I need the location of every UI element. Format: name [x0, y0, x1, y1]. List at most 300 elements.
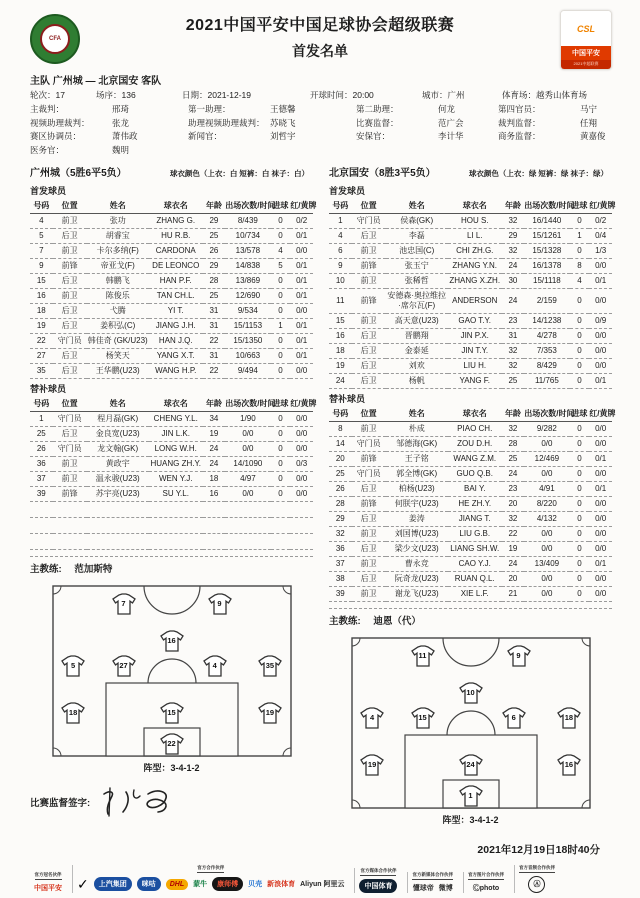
player-cell: 25	[203, 228, 226, 243]
player-cell: 32	[502, 421, 525, 436]
mengniu-logo: 蒙牛	[193, 881, 208, 889]
page-subtitle: 首发名单	[292, 43, 348, 59]
player-cell: 前卫	[352, 273, 386, 288]
info-field	[188, 105, 356, 115]
player-cell: 14/838	[225, 258, 270, 273]
player-cell: 15	[30, 273, 53, 288]
shirt-number: 9	[217, 599, 222, 609]
table-header-row	[30, 396, 313, 412]
sina-sports-logo: 新浪体育	[267, 881, 296, 889]
info-row	[30, 91, 612, 101]
player-cell: HUANG ZH.Y.	[149, 456, 203, 471]
title-block	[80, 8, 560, 61]
player-cell: YANG F.	[448, 373, 502, 388]
away-shirts-layer	[351, 637, 591, 809]
column-header: 球衣名	[448, 406, 502, 422]
info-label: 城市：	[422, 90, 448, 100]
info-value: 何龙	[438, 103, 456, 114]
player-cell: 15/1261	[524, 228, 569, 243]
player-cell: 杨帆	[386, 373, 448, 388]
player-row	[329, 511, 612, 526]
player-cell: 20	[502, 496, 525, 511]
player-cell: 前卫	[53, 213, 87, 228]
shirt-number: 24	[466, 759, 475, 769]
player-cell: 后卫	[352, 571, 386, 586]
player-cell: GAO T.Y.	[448, 313, 502, 328]
player-cell: ZHANG Y.N.	[448, 258, 502, 273]
home-formation-label: 阵型：3-4-1-2	[143, 762, 200, 773]
player-cell: 22	[30, 333, 53, 348]
player-shirt-icon	[502, 707, 526, 731]
player-cell: 侯森(GK)	[386, 213, 448, 228]
player-cell: 0	[570, 343, 590, 358]
away-starters-table	[329, 198, 616, 389]
player-cell: 杨笑天	[87, 348, 149, 363]
player-cell: 28	[502, 436, 525, 451]
player-cell: 0/1	[589, 273, 612, 288]
info-field	[498, 105, 612, 115]
player-cell: 弋腾	[87, 303, 149, 318]
empty-row	[30, 501, 313, 517]
info-label: 视频助理裁判：	[30, 117, 90, 128]
player-cell: 守门员	[53, 411, 87, 426]
player-cell: 15/1328	[524, 243, 569, 258]
player-cell: 32	[502, 511, 525, 526]
shirt-number: 5	[71, 661, 76, 671]
home-subs-label: 替补球员	[30, 383, 67, 394]
player-cell: SU Y.L.	[149, 486, 203, 501]
player-cell: 0/0	[589, 541, 612, 556]
away-subs-label: 替补球员	[329, 393, 366, 404]
player-cell: 0/0	[589, 586, 612, 601]
player-cell: 刘欢	[386, 358, 448, 373]
player-shirt-icon	[459, 754, 483, 778]
player-cell: 0	[570, 313, 590, 328]
info-value: 20:00	[352, 90, 374, 100]
player-cell: 前卫	[352, 556, 386, 571]
player-row	[329, 258, 612, 273]
shirt-number: 10	[466, 687, 475, 697]
info-field	[30, 105, 188, 115]
player-cell: 后卫	[352, 541, 386, 556]
player-cell: 前卫	[53, 456, 87, 471]
player-cell: JIN T.Y.	[448, 343, 502, 358]
player-cell: LIU H.	[448, 358, 502, 373]
column-header: 出场次数/时间	[225, 396, 270, 412]
player-shirt-icon	[507, 645, 531, 669]
info-label: 助理视频助理裁判：	[188, 117, 265, 128]
player-row	[329, 556, 612, 571]
player-cell: 0/0	[225, 441, 270, 456]
column-header: 红/黄牌	[290, 198, 313, 214]
player-cell: 5	[30, 228, 53, 243]
player-cell: 26	[329, 481, 352, 496]
player-shirt-icon	[459, 785, 483, 809]
csl-logo-icon: CSL	[561, 11, 611, 46]
player-cell: 姜涛	[386, 511, 448, 526]
player-cell: CAO Y.J.	[448, 556, 502, 571]
player-cell: 0/0	[290, 303, 313, 318]
info-value: 广州	[447, 90, 465, 100]
player-cell: 0/3	[290, 456, 313, 471]
player-cell: 0/0	[589, 421, 612, 436]
player-cell: 37	[329, 556, 352, 571]
player-cell: 12/469	[524, 451, 569, 466]
player-cell: 守门员	[53, 441, 87, 456]
player-cell: 龙文翰(GK)	[87, 441, 149, 456]
away-formation-pitch	[351, 637, 591, 809]
player-cell: 22	[203, 363, 226, 378]
player-cell: 王子铭	[386, 451, 448, 466]
info-value: 范广会	[438, 117, 464, 128]
player-cell: 18	[30, 303, 53, 318]
player-row	[329, 496, 612, 511]
supervisor-signature	[96, 784, 182, 820]
player-cell: 9/282	[524, 421, 569, 436]
shirt-number: 27	[119, 661, 128, 671]
sponsor-group-label: 官方媒体合作伙伴	[360, 868, 396, 876]
home-shirts-layer	[52, 585, 292, 757]
player-cell: 后卫	[352, 481, 386, 496]
player-row	[30, 288, 313, 303]
info-label: 体育场：	[502, 90, 537, 100]
info-field	[498, 132, 612, 142]
player-cell: 后卫	[352, 358, 386, 373]
player-cell: 24	[502, 258, 525, 273]
player-cell: 0	[570, 586, 590, 601]
shirt-number: 4	[212, 661, 217, 671]
column-header: 位置	[53, 396, 87, 412]
player-cell: 1	[271, 318, 291, 333]
player-cell: 1/3	[589, 243, 612, 258]
player-cell: JIN L.K.	[149, 426, 203, 441]
player-cell: 31	[203, 303, 226, 318]
player-cell: 21	[502, 586, 525, 601]
dongqiudi-logo: 懂球帝	[412, 884, 434, 892]
player-cell: 郭全博(GK)	[386, 466, 448, 481]
player-cell: 程月磊(GK)	[87, 411, 149, 426]
player-shirt-icon	[557, 707, 581, 731]
player-cell: 姜积弘(C)	[87, 318, 149, 333]
player-cell: HAN P.F.	[149, 273, 203, 288]
player-cell: 14/1238	[524, 313, 569, 328]
player-cell: WANG H.P.	[149, 363, 203, 378]
csl-badge-season: 2021中超联赛	[561, 60, 611, 69]
shirt-number: 19	[367, 759, 377, 769]
column-header: 号码	[329, 198, 352, 214]
shirt-number: 6	[511, 713, 516, 723]
sponsor-items	[528, 876, 545, 893]
info-value: 魏明	[112, 145, 130, 156]
player-row	[329, 358, 612, 373]
player-cell: 后卫	[53, 303, 87, 318]
column-header: 姓名	[386, 198, 448, 214]
player-cell: 阮奇龙(U23)	[386, 571, 448, 586]
shirt-number: 7	[121, 599, 126, 609]
player-cell: 15/1350	[225, 333, 270, 348]
player-cell: CARDONA	[149, 243, 203, 258]
player-cell: 前卫	[352, 526, 386, 541]
player-cell: 0	[570, 511, 590, 526]
player-cell: 0	[271, 288, 291, 303]
column-header: 年龄	[203, 198, 226, 214]
player-cell: WEN Y.J.	[149, 471, 203, 486]
player-cell: 胡睿宝	[87, 228, 149, 243]
info-label: 主裁判：	[30, 103, 65, 114]
weibo-logo: 微博	[438, 884, 453, 892]
home-team-column	[30, 164, 317, 857]
player-cell: JIANG J.H.	[149, 318, 203, 333]
info-field	[182, 91, 310, 101]
player-cell: 4	[570, 273, 590, 288]
player-cell: 14/1090	[225, 456, 270, 471]
info-field	[30, 146, 188, 156]
shirt-number: 1	[468, 790, 473, 800]
player-cell: 池忠国(C)	[386, 243, 448, 258]
player-cell: 15/1118	[524, 273, 569, 288]
player-cell: 后卫	[53, 318, 87, 333]
player-cell: 0	[271, 441, 291, 456]
player-cell: 31	[203, 318, 226, 333]
player-cell: HU R.B.	[149, 228, 203, 243]
player-cell: 8	[329, 421, 352, 436]
player-cell: 0/0	[589, 571, 612, 586]
player-cell: 4	[329, 228, 352, 243]
player-cell: 0/0	[589, 358, 612, 373]
player-cell: 9	[30, 258, 53, 273]
player-cell: 0	[271, 411, 291, 426]
info-field	[96, 91, 182, 101]
player-cell: 前锋	[352, 496, 386, 511]
player-cell: 28	[329, 496, 352, 511]
column-header: 姓名	[87, 396, 149, 412]
player-cell: 15	[329, 313, 352, 328]
csl-badge	[560, 10, 612, 70]
player-cell: TAN CH.L.	[149, 288, 203, 303]
player-cell: 8/439	[225, 213, 270, 228]
column-header: 红/黄牌	[589, 406, 612, 422]
player-cell: 13/409	[524, 556, 569, 571]
away-team-column	[329, 164, 616, 857]
info-row	[30, 132, 612, 142]
player-row	[30, 303, 313, 318]
info-label: 开球时间：	[310, 90, 353, 100]
player-shirt-icon	[208, 593, 232, 617]
player-cell: 0/1	[589, 481, 612, 496]
player-cell: HE ZH.Y.	[448, 496, 502, 511]
player-cell: 0	[271, 333, 291, 348]
player-cell: LIANG SH.W.	[448, 541, 502, 556]
player-cell: 13/869	[225, 273, 270, 288]
home-team-kit: 球衣颜色（上衣：白 短裤：白 袜子：白）	[169, 168, 309, 178]
info-label: 新闻官：	[188, 131, 223, 142]
info-value: 李计华	[438, 131, 464, 142]
player-cell: 26	[203, 243, 226, 258]
player-cell: 0/0	[290, 441, 313, 456]
signature-label: 比赛监督签字:	[30, 797, 91, 809]
player-cell: YI T.	[149, 303, 203, 318]
player-shirt-icon	[557, 754, 581, 778]
player-cell: 24	[502, 556, 525, 571]
player-cell: 黄政宇	[87, 456, 149, 471]
shirt-number: 22	[167, 738, 176, 748]
sponsor-items	[34, 883, 62, 893]
player-cell: 0	[570, 213, 590, 228]
player-cell: 24	[502, 466, 525, 481]
player-cell: 0/0	[225, 486, 270, 501]
player-cell: 4/91	[524, 481, 569, 496]
player-cell: 前卫	[53, 243, 87, 258]
column-header: 进球	[570, 406, 590, 422]
shirt-number: 15	[167, 707, 176, 717]
player-cell: 0	[570, 451, 590, 466]
player-cell: 0	[570, 328, 590, 343]
shirt-number: 16	[564, 759, 574, 769]
player-row	[329, 466, 612, 481]
player-cell: 16	[203, 486, 226, 501]
column-header: 位置	[53, 198, 87, 214]
sponsor-group-label: 官方冠名伙伴	[35, 872, 62, 880]
china-sports-media-logo: 中国体育	[359, 879, 397, 893]
player-cell: 0	[271, 486, 291, 501]
table-header-row	[329, 406, 612, 422]
player-cell: 39	[329, 586, 352, 601]
player-cell: 2/159	[524, 288, 569, 313]
column-header: 姓名	[87, 198, 149, 214]
player-row	[30, 243, 313, 258]
player-cell: 14	[329, 436, 352, 451]
player-cell: 22	[502, 526, 525, 541]
player-cell: 高天意(U23)	[386, 313, 448, 328]
player-cell: 8	[570, 258, 590, 273]
player-cell: LIU G.B.	[448, 526, 502, 541]
info-value: 马宁	[580, 103, 598, 114]
player-cell: 18	[203, 471, 226, 486]
info-value: 刘哲宇	[270, 131, 296, 142]
player-cell: ZHANG X.ZH.	[448, 273, 502, 288]
shirt-number: 9	[516, 651, 521, 661]
player-cell: 柏杨(U23)	[386, 481, 448, 496]
info-value: 136	[121, 90, 136, 100]
player-cell: 16/1378	[524, 258, 569, 273]
sponsor-group	[407, 872, 457, 893]
player-row	[30, 363, 313, 378]
player-row	[30, 426, 313, 441]
player-cell: 0	[271, 471, 291, 486]
player-cell: 0/4	[589, 228, 612, 243]
player-cell: 7/353	[524, 343, 569, 358]
player-cell: 0/0	[290, 243, 313, 258]
player-cell: 12/690	[225, 288, 270, 303]
aliyun-logo: Aliyun 阿里云	[300, 881, 345, 889]
player-cell: GUO Q.B.	[448, 466, 502, 481]
player-row	[329, 373, 612, 388]
player-cell: 18	[329, 343, 352, 358]
column-header: 年龄	[203, 396, 226, 412]
player-cell: 8/220	[524, 496, 569, 511]
column-header: 号码	[30, 198, 53, 214]
player-cell: 32	[502, 243, 525, 258]
player-cell: 7	[30, 243, 53, 258]
player-cell: 刘国博(U23)	[386, 526, 448, 541]
player-cell: 卡尔多纳(F)	[87, 243, 149, 258]
info-value: 越秀山体育场	[536, 90, 588, 100]
player-cell: 29	[203, 258, 226, 273]
document-header	[30, 8, 612, 70]
info-label: 场序：	[96, 90, 122, 100]
player-cell: 0	[570, 466, 590, 481]
player-cell: 0	[271, 213, 291, 228]
info-field	[188, 119, 356, 129]
sponsor-items	[77, 876, 344, 893]
info-value: 17	[55, 90, 65, 100]
player-cell: 20	[502, 571, 525, 586]
player-cell: 0/1	[290, 318, 313, 333]
table-header-row	[329, 198, 612, 214]
info-label: 第一助理：	[188, 103, 231, 114]
player-cell: 0/0	[524, 571, 569, 586]
player-cell: 0/1	[589, 373, 612, 388]
cfa-logo-text: CFA	[40, 24, 70, 54]
column-header: 出场次数/时间	[225, 198, 270, 214]
player-cell: 守门员	[352, 466, 386, 481]
player-shirt-icon	[160, 733, 184, 757]
player-cell: 0/1	[290, 258, 313, 273]
player-cell: 29	[329, 511, 352, 526]
player-cell: 32	[502, 343, 525, 358]
player-cell: HOU S.	[448, 213, 502, 228]
player-cell: 谢龙飞(U23)	[386, 586, 448, 601]
player-cell: 前卫	[352, 243, 386, 258]
player-row	[30, 273, 313, 288]
info-field	[188, 132, 356, 142]
player-cell: LONG W.H.	[149, 441, 203, 456]
player-cell: 39	[30, 486, 53, 501]
home-coach-label: 主教练:	[30, 563, 62, 575]
player-cell: 后卫	[53, 363, 87, 378]
away-formation-label: 阵型：3-4-1-2	[442, 814, 499, 825]
player-cell: 23	[502, 481, 525, 496]
player-cell: 31	[502, 328, 525, 343]
player-cell: 0	[271, 456, 291, 471]
sponsor-items	[473, 883, 499, 893]
player-cell: 0/0	[290, 363, 313, 378]
player-cell: 25	[502, 373, 525, 388]
player-cell: 0/0	[524, 526, 569, 541]
info-field	[30, 119, 188, 129]
shirt-number: 11	[418, 651, 427, 661]
player-cell: 张功	[87, 213, 149, 228]
player-cell: 陈俊乐	[87, 288, 149, 303]
player-cell: 前卫	[352, 421, 386, 436]
player-cell: 0	[271, 348, 291, 363]
info-field	[356, 132, 498, 142]
player-shirt-icon	[61, 655, 85, 679]
player-cell: 0/0	[290, 471, 313, 486]
player-cell: 0/0	[524, 466, 569, 481]
player-cell: CHENG Y.L.	[149, 411, 203, 426]
player-cell: 24	[329, 373, 352, 388]
player-cell: PIAO CH.	[448, 421, 502, 436]
migu-logo: 咪咕	[137, 877, 161, 891]
away-coach-line	[329, 608, 612, 627]
player-row	[329, 586, 612, 601]
player-cell: 0	[271, 228, 291, 243]
player-shirt-icon	[258, 702, 282, 726]
player-cell: 28	[203, 273, 226, 288]
info-row	[30, 146, 612, 156]
player-cell: 0	[271, 426, 291, 441]
